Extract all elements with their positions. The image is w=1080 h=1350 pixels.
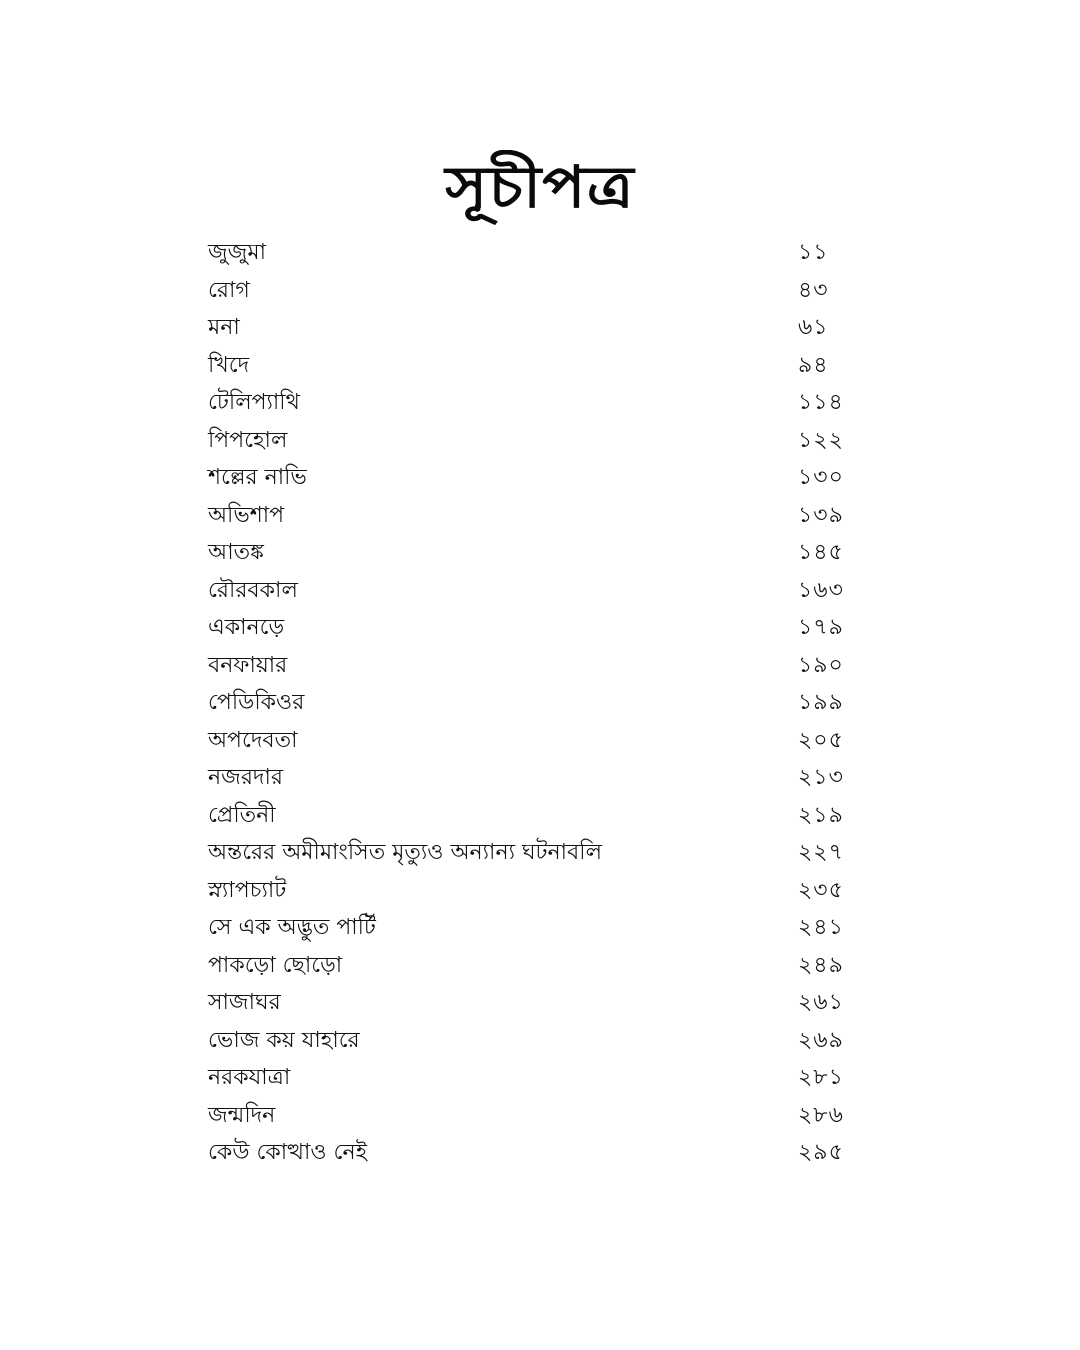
toc-entry-title: প্রেতিনী — [208, 802, 276, 828]
toc-entry-title: রোগ — [208, 277, 250, 303]
toc-entry-page: ১৯৯ — [798, 690, 844, 715]
toc-entry-page: ১৩০ — [798, 465, 844, 490]
toc-entry-page: ১৭৯ — [798, 615, 844, 640]
toc-entry-page: ১১ — [798, 240, 829, 265]
toc-entry-page: ২০৫ — [798, 727, 844, 753]
toc-entry-page: ১৩৯ — [798, 502, 844, 528]
toc-entry-title: অভিশাপ — [208, 502, 285, 528]
table-of-contents — [208, 234, 888, 1172]
toc-entry-title: পেডিকিওর — [208, 690, 305, 715]
toc-entry-title: নজরদার — [208, 765, 283, 790]
toc-entry-page: ২৬১ — [798, 990, 844, 1015]
toc-entry-title: অন্তরের অমীমাংসিত মৃত্যুও অন্যান্য ঘটনাবলি — [208, 840, 602, 865]
toc-entry-page: ২১৯ — [798, 802, 844, 828]
toc-entry-title: পাকড়ো ছোড়ো — [208, 952, 343, 978]
toc-entry-page: ২৯৫ — [798, 1140, 844, 1165]
toc-entry-title: সাজাঘর — [208, 990, 281, 1015]
toc-entry-title: জন্মদিন — [208, 1102, 276, 1128]
toc-entry — [208, 684, 888, 722]
toc-entry-title: একানড়ে — [208, 615, 285, 640]
page-title: সূচীপত্র — [445, 152, 635, 221]
toc-entry-page: ৪৩ — [798, 277, 829, 303]
toc-entry-page: ২৩৫ — [798, 877, 844, 903]
toc-entry — [208, 459, 888, 497]
toc-entry — [208, 422, 888, 460]
toc-entry-page: ২৮৬ — [798, 1102, 844, 1128]
toc-entry-title: খিদে — [208, 352, 250, 378]
toc-entry — [208, 347, 888, 385]
toc-entry — [208, 309, 888, 347]
toc-entry-title: ভোজ কয় যাহারে — [208, 1027, 360, 1053]
toc-entry — [208, 1059, 888, 1097]
toc-entry — [208, 1134, 888, 1172]
toc-entry-title: অপদেবতা — [208, 727, 298, 753]
toc-entry — [208, 909, 888, 947]
toc-entry — [208, 609, 888, 647]
toc-entry — [208, 534, 888, 572]
toc-entry — [208, 1022, 888, 1060]
toc-entry-title: জুজুমা — [208, 240, 266, 265]
toc-entry-page: ১৪৫ — [798, 540, 844, 565]
toc-entry — [208, 1097, 888, 1135]
toc-entry — [208, 759, 888, 797]
toc-entry-page: ১৯০ — [798, 652, 844, 678]
toc-entry-title: স্ন্যাপচ্যাট — [208, 877, 287, 903]
toc-entry-page: ১২২ — [798, 427, 844, 453]
toc-entry — [208, 272, 888, 310]
toc-entry-title: টেলিপ্যাথি — [208, 390, 300, 415]
toc-entry-title: কেউ কোত্থাও নেই — [208, 1140, 368, 1165]
toc-entry-title: রৌরবকাল — [208, 577, 298, 603]
toc-entry-page: ২৪৯ — [798, 952, 844, 978]
toc-entry-page: ১১৪ — [798, 390, 844, 415]
toc-entry — [208, 722, 888, 760]
toc-entry-page: ১৬৩ — [798, 577, 844, 603]
toc-entry-page: ২৪১ — [798, 915, 844, 940]
toc-entry-title: পিপহোল — [208, 427, 288, 453]
toc-entry-title: মনা — [208, 315, 240, 340]
toc-entry-title: বনফায়ার — [208, 652, 288, 678]
toc-entry — [208, 984, 888, 1022]
toc-entry — [208, 384, 888, 422]
toc-entry — [208, 497, 888, 535]
toc-entry-title: সে এক অদ্ভুত পার্টি — [208, 915, 376, 940]
toc-entry-page: ২২৭ — [798, 840, 844, 865]
toc-entry — [208, 947, 888, 985]
toc-entry-title: আতঙ্ক — [208, 540, 264, 565]
toc-entry — [208, 234, 888, 272]
toc-entry — [208, 834, 888, 872]
toc-entry — [208, 647, 888, 685]
toc-entry — [208, 872, 888, 910]
toc-entry-page: ২৮১ — [798, 1065, 844, 1090]
toc-entry-page: ২৬৯ — [798, 1027, 844, 1053]
toc-entry-title: নরকযাত্রা — [208, 1065, 291, 1090]
toc-entry — [208, 797, 888, 835]
toc-entry-title: শল্লের নাভি — [208, 465, 307, 490]
toc-entry — [208, 572, 888, 610]
toc-entry-page: ৬১ — [798, 315, 829, 340]
toc-entry-page: ৯৪ — [798, 352, 829, 378]
toc-entry-page: ২১৩ — [798, 765, 844, 790]
